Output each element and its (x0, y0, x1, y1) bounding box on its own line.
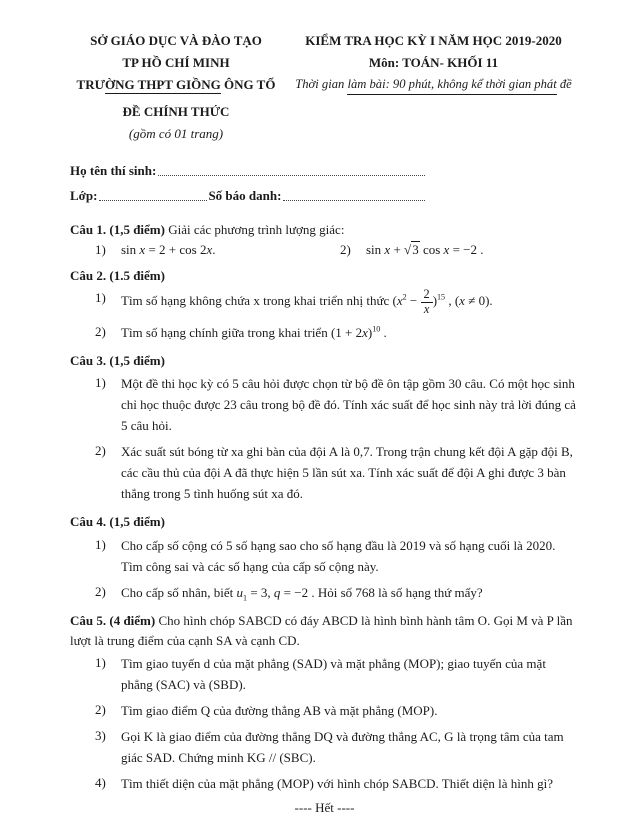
item-text: Gọi K là giao điểm của đường thẳng DQ và đường thẳng AC, G là trọng tâm của tam giác SAD. Chứng minh KG // (SBC). (121, 729, 564, 766)
geometric-sequence-expression: $u_1 = 3$, q = −2 (236, 585, 309, 603)
student-name-row (70, 163, 426, 179)
question-1-equations (95, 242, 579, 258)
question-4-number: Câu 4. (1,5 điểm) (70, 514, 165, 530)
class-label: Lớp: (70, 188, 98, 204)
binomial-expression: ($x^2$ − $\frac{2}{x}$ )$^{15}$ , (x ≠ 0). (392, 287, 493, 317)
header (70, 30, 579, 145)
question-3-number: Câu 3. (1,5 điểm) (70, 352, 165, 368)
item-number: 2) (95, 702, 106, 718)
question-5-prompt: Cho hình chóp SABCD có đáy ABCD là hình bình hành tâm O. Gọi M và P lần lượt là trung điểm của cạnh SA và cạnh CD. (70, 613, 573, 648)
question-1-item-1 (95, 242, 340, 258)
school-name (70, 74, 282, 96)
expansion-expression: $(1 + 2x)^{10}$ . (330, 324, 387, 340)
equation-2: sin x + √3 cos x = −2 . (366, 241, 484, 257)
student-name-blank-line (158, 174, 425, 176)
item-text: Tìm thiết diện của mặt phẳng (MOP) với hình chóp SABCD. Thiết diện là hình gì? (121, 776, 553, 792)
question-2-heading (70, 266, 579, 286)
question-4-item-1 (95, 535, 579, 577)
class-and-id-row (70, 188, 426, 204)
subject-label: Môn: (368, 55, 403, 71)
question-5-item-3 (95, 726, 579, 768)
question-5-number: Câu 5. (4 điểm) (70, 613, 156, 629)
item-text: Tìm giao điểm Q của đường thẳng AB và mặt phẳng (MOP). (121, 703, 438, 719)
exam-title: KIỂM TRA HỌC KỲ I NĂM HỌC 2019-2020 (305, 33, 562, 48)
question-3-item-1 (95, 373, 579, 436)
pages-note: (gồm có 01 trang) (128, 126, 224, 142)
item-number: 2) (95, 443, 106, 459)
question-4-item-2 (95, 582, 579, 603)
question-2 (70, 266, 579, 343)
school-name-pre: TRƯ (76, 77, 105, 93)
item-text: Một đề thi học kỳ có 5 câu hỏi được chọn từ bộ đề ôn tập gồm 30 câu. Có một học sinh chỉ học thuộc được 23 câu trong bộ đề đó. Tính xác suất để học sinh này trả lời đúng cả 5 câu hỏi. (121, 376, 576, 434)
question-5-heading (70, 611, 579, 650)
class-blank-line (99, 199, 207, 201)
exam-id-label: Số báo danh: (208, 188, 282, 204)
question-5-item-2 (95, 700, 579, 721)
item-text: Tìm giao tuyến d của mặt phẳng (SAD) và mặt phẳng (MOP); giao tuyến của mặt phẳng (SAC) và (SBD). (121, 656, 546, 693)
question-5-item-1 (95, 653, 579, 695)
question-1 (70, 220, 579, 258)
question-3 (70, 351, 579, 505)
header-left (70, 30, 282, 145)
item-number: 2) (95, 323, 106, 339)
item-number: 2) (95, 584, 106, 600)
item-text: Tìm số hạng chính giữa trong khai triển $(1 + 2x)^{10}$ . (121, 324, 387, 340)
subject-value: TOÁN- KHỐI 11 (402, 55, 499, 71)
item-number: 1) (95, 375, 106, 391)
item-number: 1) (95, 290, 106, 306)
question-4 (70, 512, 579, 603)
student-name-label: Họ tên thí sinh: (70, 163, 157, 179)
department-name: SỞ GIÁO DỤC VÀ ĐÀO TẠO (90, 33, 262, 48)
item-text: Tìm số hạng không chứa x trong khai triển nhị thức ($x^2$ − $\frac{2}{x}$ )$^{15}$ , (x ≠ 0). (121, 287, 493, 317)
question-5 (70, 611, 579, 794)
question-5-item-4 (95, 773, 579, 794)
header-right (282, 30, 579, 96)
question-2-number: Câu 2. (1.5 điểm) (70, 267, 165, 283)
end-of-exam-marker: ---- Hết ---- (294, 800, 355, 816)
question-3-heading (70, 351, 579, 371)
subject-line (288, 52, 579, 74)
school-name-underlined: ỜNG THPT GIỒNG (104, 77, 221, 93)
question-2-item-2 (95, 322, 579, 343)
questions (70, 220, 579, 816)
exam-id-blank-line (283, 199, 425, 201)
item-number: 1) (95, 536, 106, 552)
question-1-number: Câu 1. (1,5 điểm) (70, 222, 165, 238)
city-name: TP HỒ CHÍ MINH (122, 55, 230, 71)
item-text: Xác suất sút bóng từ xa ghi bàn của đội A là 0,7. Trong trận chung kết đội A gặp đội B, các cầu thủ của đội A đã thực hiện 5 lần sút xa. Tính xác suất để đội A ghi được 3 bàn thắng trong 5 tình huống sút xa đó. (121, 444, 573, 502)
question-1-prompt: Giải các phương trình lượng giác: (164, 222, 345, 238)
question-3-item-2 (95, 441, 579, 504)
question-1-heading (70, 220, 579, 240)
time-underlined: làm bài: 90 phút, không kể thời gian phát (347, 77, 556, 95)
time-post: đề (556, 77, 572, 92)
question-2-item-1 (95, 288, 579, 316)
time-limit-line (288, 74, 579, 95)
question-4-heading (70, 512, 579, 532)
question-1-item-2 (340, 242, 579, 258)
item-text: Cho cấp số nhân, biết $u_1 = 3$, q = −2 . Hỏi số 768 là số hạng thứ mấy? (121, 585, 483, 603)
exam-type-label: ĐỀ CHÍNH THỨC (122, 104, 230, 120)
item-number: 1) (95, 655, 106, 671)
time-pre: Thời gian (295, 77, 348, 92)
equation-1: sin x = 2 + cos 2x. (121, 241, 216, 257)
item-text: Cho cấp số cộng có 5 số hạng sao cho số hạng đầu là 2019 và số hạng cuối là 2020. Tìm công sai và các số hạng của cấp số cộng này. (121, 537, 556, 574)
item-number: 3) (95, 728, 106, 744)
student-info (70, 163, 426, 204)
item-number: 1) (95, 241, 106, 257)
item-number: 4) (95, 775, 106, 791)
school-name-post: ÔNG TỐ (220, 77, 276, 93)
item-number: 2) (340, 241, 351, 257)
